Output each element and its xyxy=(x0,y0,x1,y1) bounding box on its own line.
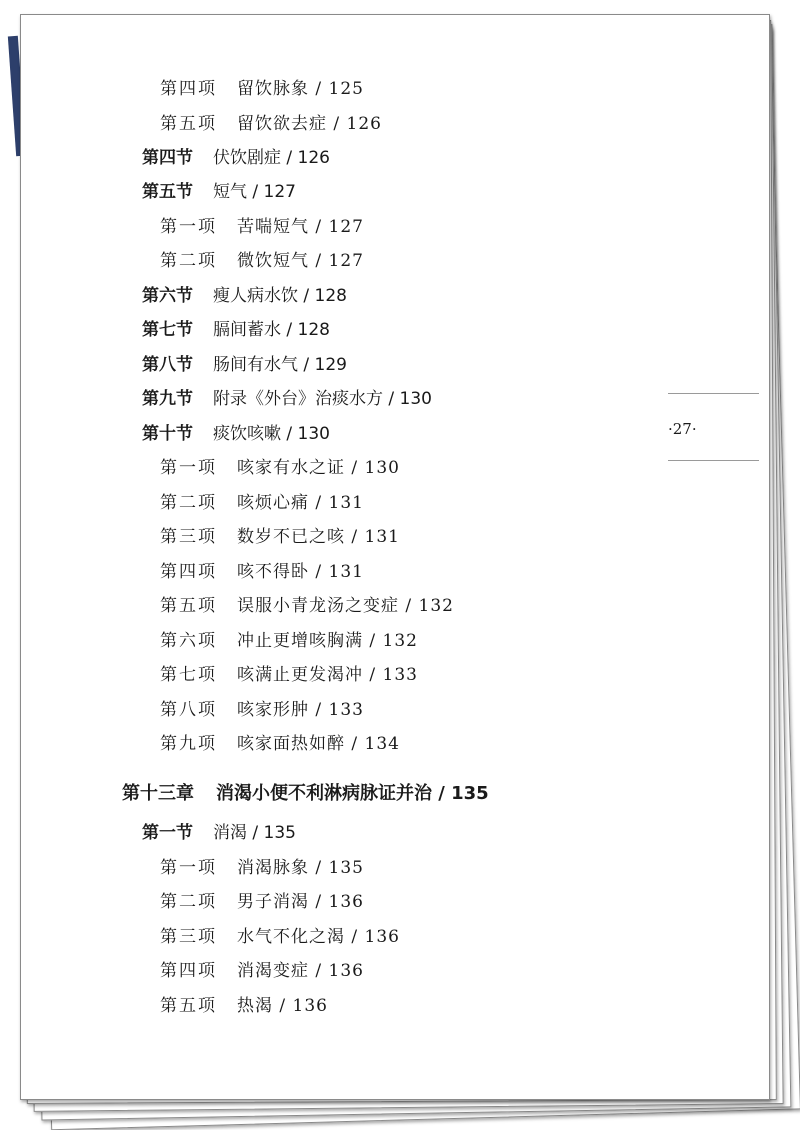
toc-item-entry xyxy=(160,492,364,514)
toc-entry-label: 第六项 xyxy=(160,631,217,651)
toc-entry-title: 咳烦心痛 / 131 xyxy=(237,493,364,513)
toc-section-entry xyxy=(142,423,330,445)
toc-entry-label: 第一项 xyxy=(160,217,217,237)
toc-entry-label: 第四项 xyxy=(160,961,217,981)
toc-item-entry xyxy=(160,561,364,583)
toc-entry-label: 第六节 xyxy=(142,286,193,306)
toc-entry-label: 第五项 xyxy=(160,596,217,616)
toc-entry-title: 热渴 / 136 xyxy=(237,996,328,1016)
folio-rule-bottom xyxy=(668,460,759,461)
toc-entry-title: 伏饮剧症 / 126 xyxy=(213,148,330,168)
page-number: ·27· xyxy=(668,420,697,438)
toc-entry-label: 第四节 xyxy=(142,148,193,168)
toc-item-entry xyxy=(160,216,364,238)
toc-entry-label: 第五项 xyxy=(160,114,217,134)
toc-chapter-entry xyxy=(122,783,489,805)
toc-entry-title: 咳不得卧 / 131 xyxy=(237,562,364,582)
toc-entry-title: 咳满止更发渴冲 / 133 xyxy=(237,665,418,685)
toc-entry-title: 咳家有水之证 / 130 xyxy=(237,458,400,478)
toc-entry-label: 第七节 xyxy=(142,320,193,340)
toc-entry-label: 第八节 xyxy=(142,355,193,375)
toc-entry-title: 消渴 / 135 xyxy=(213,823,296,843)
toc-entry-title: 咳家面热如醉 / 134 xyxy=(237,734,400,754)
toc-item-entry xyxy=(160,526,400,548)
toc-entry-title: 微饮短气 / 127 xyxy=(237,251,364,271)
toc-section-entry xyxy=(142,319,330,341)
toc-item-entry xyxy=(160,595,454,617)
toc-item-entry xyxy=(160,457,400,479)
toc-item-entry xyxy=(160,78,364,100)
toc-entry-title: 消渴变症 / 136 xyxy=(237,961,364,981)
toc-item-entry xyxy=(160,960,364,982)
toc-entry-label: 第七项 xyxy=(160,665,217,685)
toc-entry-label: 第九节 xyxy=(142,389,193,409)
toc-section-entry xyxy=(142,147,330,169)
toc-entry-label: 第三项 xyxy=(160,527,217,547)
toc-section-entry xyxy=(142,181,296,203)
toc-entry-title: 消渴脉象 / 135 xyxy=(237,858,364,878)
toc-entry-label: 第五项 xyxy=(160,996,217,1016)
toc-entry-title: 数岁不已之咳 / 131 xyxy=(237,527,400,547)
toc-entry-label: 第二项 xyxy=(160,493,217,513)
toc-entry-title: 痰饮咳嗽 / 130 xyxy=(213,424,330,444)
toc-entry-label: 第二项 xyxy=(160,251,217,271)
toc-entry-label: 第五节 xyxy=(142,182,193,202)
toc-entry-title: 附录《外台》治痰水方 / 130 xyxy=(213,389,432,409)
toc-item-entry xyxy=(160,664,418,686)
toc-item-entry xyxy=(160,250,364,272)
toc-section-entry xyxy=(142,388,432,410)
toc-entry-label: 第四项 xyxy=(160,79,217,99)
toc-item-entry xyxy=(160,733,400,755)
toc-entry-label: 第一项 xyxy=(160,458,217,478)
toc-entry-title: 男子消渴 / 136 xyxy=(237,892,364,912)
toc-entry-label: 第十节 xyxy=(142,424,193,444)
toc-entry-label: 第一节 xyxy=(142,823,193,843)
toc-entry-label: 第九项 xyxy=(160,734,217,754)
toc-item-entry xyxy=(160,995,328,1017)
toc-item-entry xyxy=(160,857,364,879)
toc-item-entry xyxy=(160,699,364,721)
toc-entry-title: 冲止更增咳胸满 / 132 xyxy=(237,631,418,651)
toc-entry-title: 消渴小便不利淋病脉证并治 / 135 xyxy=(216,783,489,804)
toc-entry-title: 膈间蓄水 / 128 xyxy=(213,320,330,340)
toc-item-entry xyxy=(160,113,382,135)
toc-entry-title: 短气 / 127 xyxy=(213,182,296,202)
toc-entry-title: 苦喘短气 / 127 xyxy=(237,217,364,237)
folio-rule-top xyxy=(668,393,759,394)
toc-item-entry xyxy=(160,630,418,652)
toc-entry-label: 第四项 xyxy=(160,562,217,582)
toc-entry-label: 第二项 xyxy=(160,892,217,912)
toc-section-entry xyxy=(142,354,347,376)
toc-section-entry xyxy=(142,822,296,844)
toc-item-entry xyxy=(160,891,364,913)
toc-entry-title: 咳家形肿 / 133 xyxy=(237,700,364,720)
toc-entry-title: 留饮欲去症 / 126 xyxy=(237,114,382,134)
toc-entry-label: 第三项 xyxy=(160,927,217,947)
toc-entry-label: 第八项 xyxy=(160,700,217,720)
toc-entry-title: 瘦人病水饮 / 128 xyxy=(213,286,347,306)
toc-entry-title: 肠间有水气 / 129 xyxy=(213,355,347,375)
toc-entry-title: 留饮脉象 / 125 xyxy=(237,79,364,99)
toc-entry-title: 误服小青龙汤之变症 / 132 xyxy=(237,596,454,616)
toc-entry-label: 第十三章 xyxy=(122,783,194,804)
toc-entry-title: 水气不化之渴 / 136 xyxy=(237,927,400,947)
toc-entry-label: 第一项 xyxy=(160,858,217,878)
toc-section-entry xyxy=(142,285,347,307)
toc-item-entry xyxy=(160,926,400,948)
